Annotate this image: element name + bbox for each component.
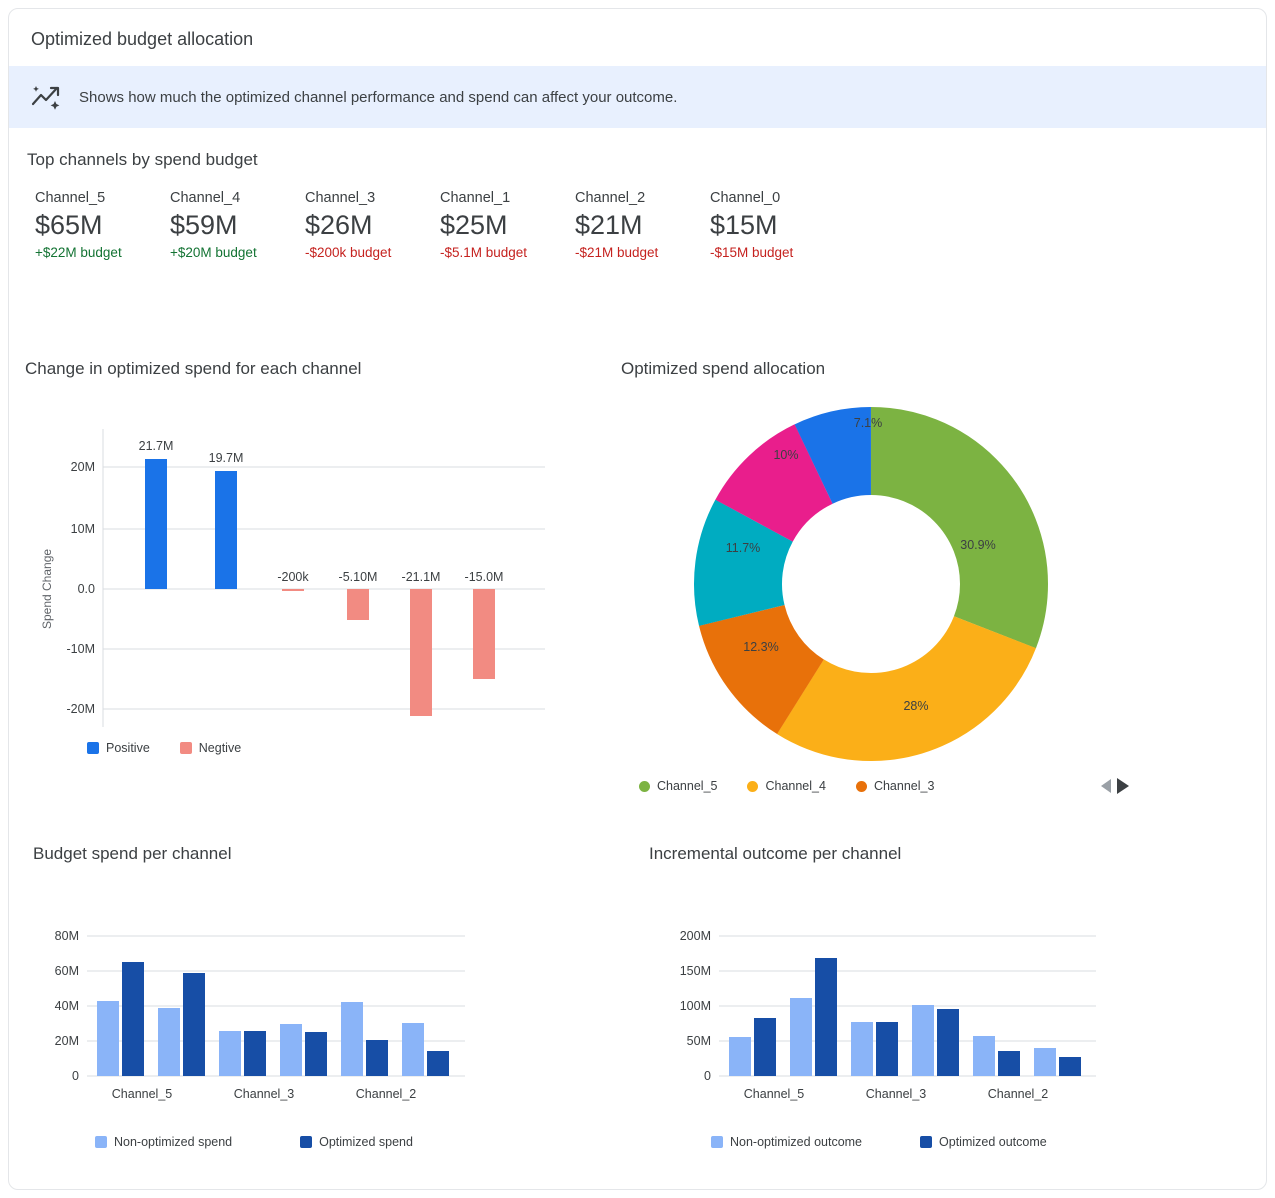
kpi-name: Channel_5 [35,190,106,206]
ytick: 40M [54,999,79,1013]
kpi-name: Channel_1 [440,190,511,206]
ytick: 0 [704,1069,711,1083]
chart-title: Optimized spend allocation [621,359,826,378]
legend-label: Optimized outcome [939,1135,1047,1149]
donut-label: 12.3% [743,640,779,654]
kpi-channel-2 [575,190,710,260]
kpi-delta: -$200k budget [305,245,392,260]
legend-swatch [300,1136,312,1148]
ytick: 0.0 [77,582,95,596]
legend-item-nonoptimized-spend[interactable] [95,1135,232,1149]
ytick: -20M [66,702,95,716]
bar-nonopt-channel-3[interactable] [219,1031,241,1076]
legend-item-negative[interactable] [180,741,241,755]
kpi-delta: -$15M budget [710,245,794,260]
legend-label: Negtive [198,741,242,755]
kpi-channel-4 [170,190,305,260]
donut-label: 11.7% [725,541,761,555]
bar-label: 21.7M [138,439,174,453]
xtick: Channel_5 [111,1087,173,1101]
donut-label: 10% [773,448,799,462]
legend-swatch [639,781,650,792]
incremental-outcome-legend [711,1135,1201,1149]
chart-title: Incremental outcome per channel [649,844,902,863]
spend-allocation-chart [621,359,1161,794]
bar-channel-1[interactable] [347,589,369,620]
legend-prev-arrow-icon[interactable] [1101,779,1111,793]
legend-next-arrow-icon[interactable] [1117,778,1129,794]
legend-swatch [95,1136,107,1148]
budget-allocation-card [8,8,1267,1190]
bar-nonopt-channel-3[interactable] [851,1022,873,1076]
bar-channel-3[interactable] [282,589,304,591]
info-banner [9,66,1266,128]
bar-opt-channel-2[interactable] [366,1040,388,1076]
legend-swatch [747,781,758,792]
kpi-delta: +$20M budget [170,245,257,260]
incremental-outcome-chart [641,844,1201,1149]
legend-label: Channel_5 [657,779,718,793]
xtick: Channel_5 [743,1087,805,1101]
legend-label: Optimized spend [319,1135,413,1149]
bar-opt-channel-2[interactable] [998,1051,1020,1076]
bar-channel-5[interactable] [145,459,167,589]
bar-opt-channel-4[interactable] [183,973,205,1076]
bar-opt-channel-3[interactable] [244,1031,266,1076]
bar-label: 19.7M [208,451,244,465]
kpi-name: Channel_4 [170,190,241,206]
spend-change-chart [25,359,585,755]
kpi-value: $26M [305,210,373,240]
bar-nonopt-channel-2[interactable] [341,1002,363,1076]
kpi-value: $59M [170,210,238,240]
bar-label: -15.0M [464,570,504,584]
legend-swatch [856,781,867,792]
xtick: Channel_3 [233,1087,295,1101]
legend-label: Non-optimized outcome [730,1135,863,1149]
bar-opt-channel-1[interactable] [305,1032,327,1076]
budget-spend-svg [25,874,570,1104]
trending-up-icon [31,84,61,110]
bar-opt-channel-4[interactable] [815,958,837,1076]
kpi-delta: +$22M budget [35,245,122,260]
budget-spend-chart [25,844,585,1149]
ytick: 200M [679,929,711,943]
bar-nonopt-channel-5[interactable] [729,1037,751,1076]
bar-opt-channel-0[interactable] [427,1051,449,1076]
kpi-delta: -$21M budget [575,245,659,260]
kpi-delta: -$5.1M budget [440,245,528,260]
legend-item-positive[interactable] [87,741,150,755]
legend-swatch [920,1136,932,1148]
bar-label: -200k [277,570,309,584]
xtick: Channel_2 [987,1087,1049,1101]
legend-swatch [711,1136,723,1148]
ytick: 10M [70,522,95,536]
bar-channel-2[interactable] [410,589,432,716]
legend-item-channel-5[interactable] [639,779,717,793]
bar-channel-0[interactable] [473,589,495,679]
legend-swatch-negative [180,742,192,754]
legend-item-channel-3[interactable] [856,779,934,793]
kpi-value: $65M [35,210,103,240]
banner-text: Shows how much the optimized channel performance and spend can affect your outcome. [79,88,678,106]
ytick: 80M [54,929,79,943]
kpi-channel-5 [35,190,170,260]
bar-nonopt-channel-1[interactable] [280,1024,302,1076]
legend-label: Non-optimized spend [114,1135,233,1149]
bar-nonopt-channel-0[interactable] [1034,1048,1056,1076]
ytick: 60M [54,964,79,978]
bar-label: -21.1M [401,570,441,584]
kpi-value: $15M [710,210,778,240]
bar-nonopt-channel-5[interactable] [97,1001,119,1076]
incremental-outcome-svg [641,874,1186,1104]
legend-item-optimized-spend[interactable] [300,1135,413,1149]
kpi-value: $21M [575,210,643,240]
bar-nonopt-channel-1[interactable] [912,1005,934,1076]
kpi-channel-1 [440,190,575,260]
ytick: 20M [70,460,95,474]
ytick: 50M [686,1034,711,1048]
legend-label: Positive [106,741,150,755]
ytick: 150M [679,964,711,978]
donut-legend [639,778,1139,794]
legend-swatch-positive [87,742,99,754]
y-axis-label: Spend Change [40,548,54,630]
xtick: Channel_2 [355,1087,417,1101]
legend-item-channel-4[interactable] [747,779,825,793]
xtick: Channel_3 [865,1087,927,1101]
legend-item-nonoptimized-outcome[interactable] [711,1135,862,1149]
legend-label: Channel_3 [873,779,935,793]
bar-opt-channel-0[interactable] [1059,1057,1081,1076]
kpi-name: Channel_3 [305,190,376,206]
ytick: -10M [66,642,95,656]
kpi-value: $25M [440,210,508,240]
kpi-name: Channel_0 [710,190,781,206]
kpi-row [35,190,1266,260]
legend-label: Channel_4 [765,779,826,793]
legend-item-optimized-outcome[interactable] [920,1135,1047,1149]
bar-opt-channel-5[interactable] [122,962,144,1076]
bar-nonopt-channel-2[interactable] [973,1036,995,1076]
bar-nonopt-channel-0[interactable] [402,1023,424,1076]
chart-title: Change in optimized spend for each channel [25,359,362,378]
bar-nonopt-channel-4[interactable] [158,1008,180,1076]
kpi-channel-3 [305,190,440,260]
bar-opt-channel-1[interactable] [937,1009,959,1076]
kpi-channel-0 [710,190,845,260]
bar-channel-4[interactable] [215,471,237,589]
legend-pager [1101,778,1129,794]
bar-nonopt-channel-4[interactable] [790,998,812,1076]
donut-label: 28% [903,699,929,713]
bar-opt-channel-5[interactable] [754,1018,776,1076]
bar-opt-channel-3[interactable] [876,1022,898,1076]
budget-spend-legend [95,1135,585,1149]
spend-change-svg [25,389,570,744]
donut-label: 30.9% [960,538,996,552]
kpi-section-title: Top channels by spend budget [27,150,258,169]
donut-label: 7.1% [853,416,883,430]
kpi-name: Channel_2 [575,190,646,206]
ytick: 0 [72,1069,79,1083]
chart-title: Budget spend per channel [33,844,232,863]
donut-svg [621,389,1141,779]
page-title: Optimized budget allocation [31,29,254,49]
bar-label: -5.10M [338,570,378,584]
ytick: 20M [54,1034,79,1048]
ytick: 100M [679,999,711,1013]
